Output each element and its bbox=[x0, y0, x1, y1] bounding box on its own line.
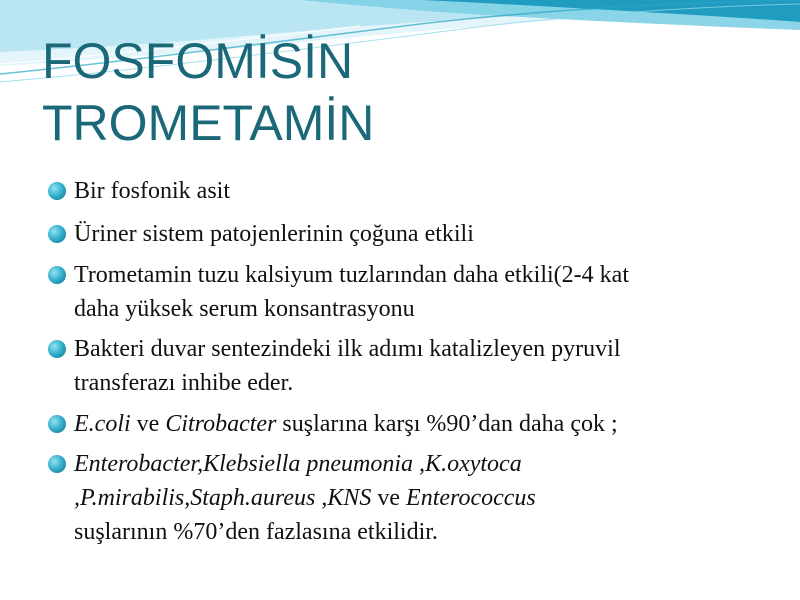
bullet-item-2 bbox=[48, 217, 788, 251]
bullet-text: ve bbox=[371, 485, 407, 511]
bullet-dot-icon bbox=[48, 415, 66, 433]
bullet-dot-icon bbox=[48, 225, 66, 243]
bullet-dot-icon bbox=[48, 455, 66, 473]
bullet-text: suşlarına karşı %90’dan daha çok ; bbox=[276, 411, 618, 437]
organism-list-line-1: Enterobacter,Klebsiella pneumonia ,K.oxytoca bbox=[74, 451, 522, 477]
organism-list-line-2: ,P.mirabilis,Staph.aureus ,KNS bbox=[74, 485, 372, 511]
bullet-text: ve bbox=[130, 411, 166, 437]
organism-name: E.coli bbox=[74, 411, 131, 437]
bullet-text: Üriner sistem patojenlerinin çoğuna etkili bbox=[74, 221, 474, 247]
title-line-1: FOSFOMİSİN bbox=[42, 33, 354, 89]
slide-title bbox=[42, 30, 374, 154]
bullet-item-5 bbox=[48, 407, 788, 441]
bullet-text-line-3: suşlarının %70’den fazlasına etkilidir. bbox=[74, 519, 438, 545]
bullet-item-1 bbox=[48, 174, 788, 208]
bullet-item-6 bbox=[48, 447, 788, 549]
bullet-item-4 bbox=[48, 332, 788, 400]
bullet-dot-icon bbox=[48, 182, 66, 200]
bullet-item-3 bbox=[48, 258, 788, 326]
organism-name: Citrobacter bbox=[165, 411, 277, 437]
organism-name: Enterococcus bbox=[406, 485, 536, 511]
bullet-text-line-1: Bakteri duvar sentezindeki ilk adımı katalizleyen pyruvil bbox=[74, 336, 621, 362]
bullet-text-line-1: Trometamin tuzu kalsiyum tuzlarından daha etkili(2-4 kat bbox=[74, 262, 629, 288]
bullet-list bbox=[48, 174, 788, 549]
bullet-text-line-2: transferazı inhibe eder. bbox=[74, 370, 294, 396]
bullet-text: Bir fosfonik asit bbox=[74, 178, 230, 204]
bullet-dot-icon bbox=[48, 266, 66, 284]
bullet-dot-icon bbox=[48, 340, 66, 358]
bullet-text-line-2: daha yüksek serum konsantrasyonu bbox=[74, 296, 415, 322]
title-line-2: TROMETAMİN bbox=[42, 95, 375, 151]
